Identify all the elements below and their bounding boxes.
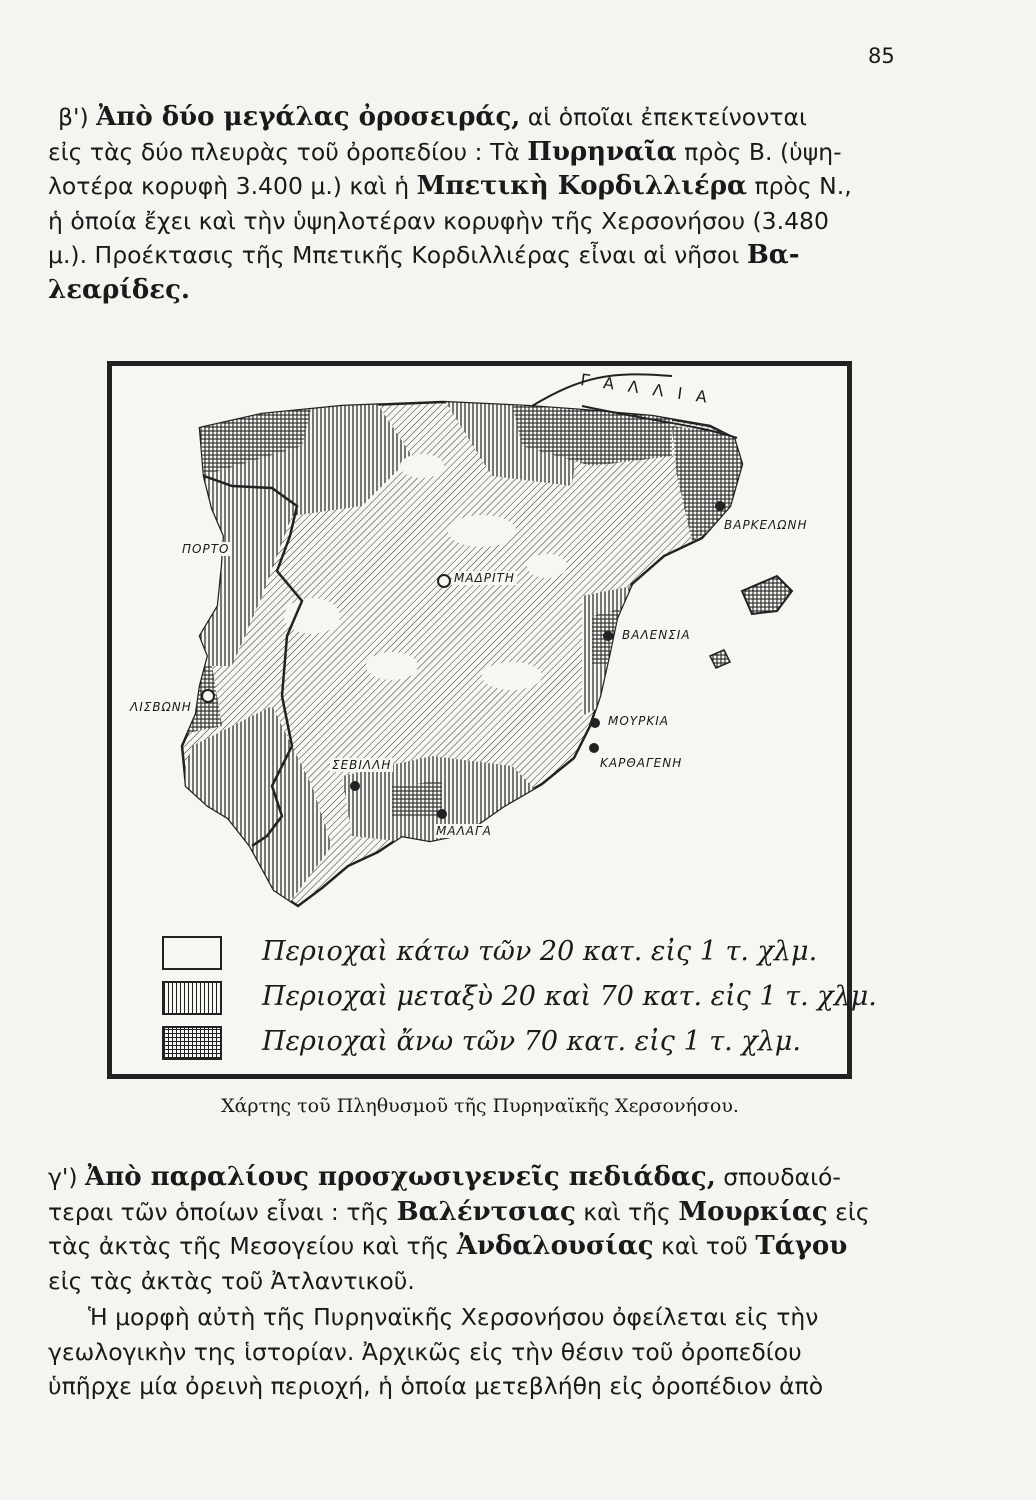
- text-line: γ') Ἀπὸ παραλίους προσχωσιγενεῖς πεδιάδας, σπουδαιό-: [48, 1162, 841, 1192]
- text-line: τὰς ἀκτὰς τῆς Μεσογείου καὶ τῆς Ἀνδαλουσίας καὶ τοῦ Τάγου: [48, 1231, 848, 1261]
- balearic-islands: [742, 576, 792, 614]
- city-marker-valencia: [603, 631, 613, 641]
- city-label-malaga: ΜΑΛΑΓΑ: [436, 824, 492, 838]
- population-map: [107, 361, 877, 1079]
- legend-swatch-vertical: [162, 981, 222, 1015]
- sparse-region: [448, 515, 516, 547]
- text-line: β') Ἀπὸ δύο μεγάλας ὀροσειράς, αἱ ὁποῖαι ἐπεκτείνονται: [58, 102, 807, 132]
- iberia-map-drawing: [112, 366, 847, 1074]
- city-label-lisbon: ΛΙΣΒΩΝΗ: [130, 700, 192, 714]
- city-label-madrid: ΜΑΔΡΙΤΗ: [454, 571, 515, 585]
- city-marker-barcelona: [715, 501, 725, 511]
- text-line: εἰς τὰς δύο πλευρὰς τοῦ ὀροπεδίου : Τὰ Πυρηναῖα πρὸς Β. (ὑψη-: [48, 136, 842, 167]
- page-number: 85: [868, 44, 895, 68]
- sparse-region: [400, 454, 444, 478]
- text-line: Ἡ μορφὴ αὐτὴ τῆς Πυρηναϊκῆς Χερσονήσου ὀφείλεται εἰς τὴν: [88, 1303, 819, 1331]
- map-caption: Χάρτης τοῦ Πληθυσμοῦ τῆς Πυρηναϊκῆς Χερσονήσου.: [221, 1095, 739, 1117]
- city-label-seville: ΣΕΒΙΛΛΗ: [332, 758, 392, 772]
- sparse-region: [527, 554, 567, 578]
- city-label-barcelona: ΒΑΡΚΕΛΩΝΗ: [724, 518, 808, 532]
- text-line: μ.). Προέκτασις τῆς Μπετικῆς Κορδιλλιέρας εἶναι αἱ νῆσοι Βα-: [48, 240, 800, 270]
- city-marker-madrid: [438, 575, 450, 587]
- sea-label-france: ΓΑΛΛΙΑ: [579, 370, 723, 409]
- city-label-cartagena: ΚΑΡΘΑΓΕΝΗ: [600, 756, 683, 770]
- city-marker-lisbon: [202, 690, 214, 702]
- text-line: λεαρίδες.: [48, 274, 190, 305]
- high-density-region: [392, 781, 442, 816]
- city-label-valencia: ΒΑΛΕΝΣΙΑ: [622, 628, 691, 642]
- section-b-paragraph: [48, 100, 908, 307]
- text-line: γεωλογικὴν της ἱστορίαν. Ἀρχικῶς εἰς τὴν θέσιν τοῦ ὀροπεδίου: [48, 1337, 802, 1366]
- text-line: λοτέρα κορυφὴ 3.400 μ.) καὶ ἡ Μπετικὴ Κορδιλλιέρα πρὸς Ν.,: [48, 171, 852, 201]
- sparse-region: [482, 662, 542, 690]
- section-c-paragraph: [48, 1160, 908, 1298]
- city-marker-murcia: [590, 718, 600, 728]
- text-line: εἰς τὰς ἀκτὰς τοῦ Ἀτλαντικοῦ.: [48, 1266, 415, 1295]
- city-label-porto: ΠΟΡΤΟ: [182, 542, 230, 556]
- balearic-islands: [710, 650, 730, 668]
- legend-label: Περιοχαὶ κάτω τῶν 20 κατ. εἰς 1 τ. χλμ.: [262, 936, 818, 967]
- city-marker-malaga: [437, 809, 447, 819]
- text-line: τεραι τῶν ὁποίων εἶναι : τῆς Βαλέντσιας καὶ τῆς Μουρκίας εἰς: [48, 1196, 870, 1227]
- legend-swatch-blank: [162, 936, 222, 970]
- sparse-region: [284, 598, 340, 634]
- city-marker-seville: [350, 781, 360, 791]
- final-paragraph: [48, 1300, 908, 1404]
- legend-swatch-grid: [162, 1026, 222, 1060]
- city-label-murcia: ΜΟΥΡΚΙΑ: [608, 714, 669, 728]
- text-line: ὑπῆρχε μία ὀρεινὴ περιοχή, ἡ ὁποία μετεβλήθη εἰς ὀροπέδιον ἀπὸ: [48, 1372, 824, 1400]
- city-marker-cartagena: [589, 743, 599, 753]
- legend-label: Περιοχαὶ μεταξὺ 20 καὶ 70 κατ. εἰς 1 τ. χλμ.: [262, 981, 877, 1012]
- sparse-region: [366, 652, 418, 680]
- text-line: ἡ ὁποία ἔχει καὶ τὴν ὑψηλοτέραν κορυφὴν τῆς Χερσονήσου (3.480: [48, 206, 829, 235]
- legend-label: Περιοχαὶ ἄνω τῶν 70 κατ. εἰς 1 τ. χλμ.: [262, 1026, 801, 1057]
